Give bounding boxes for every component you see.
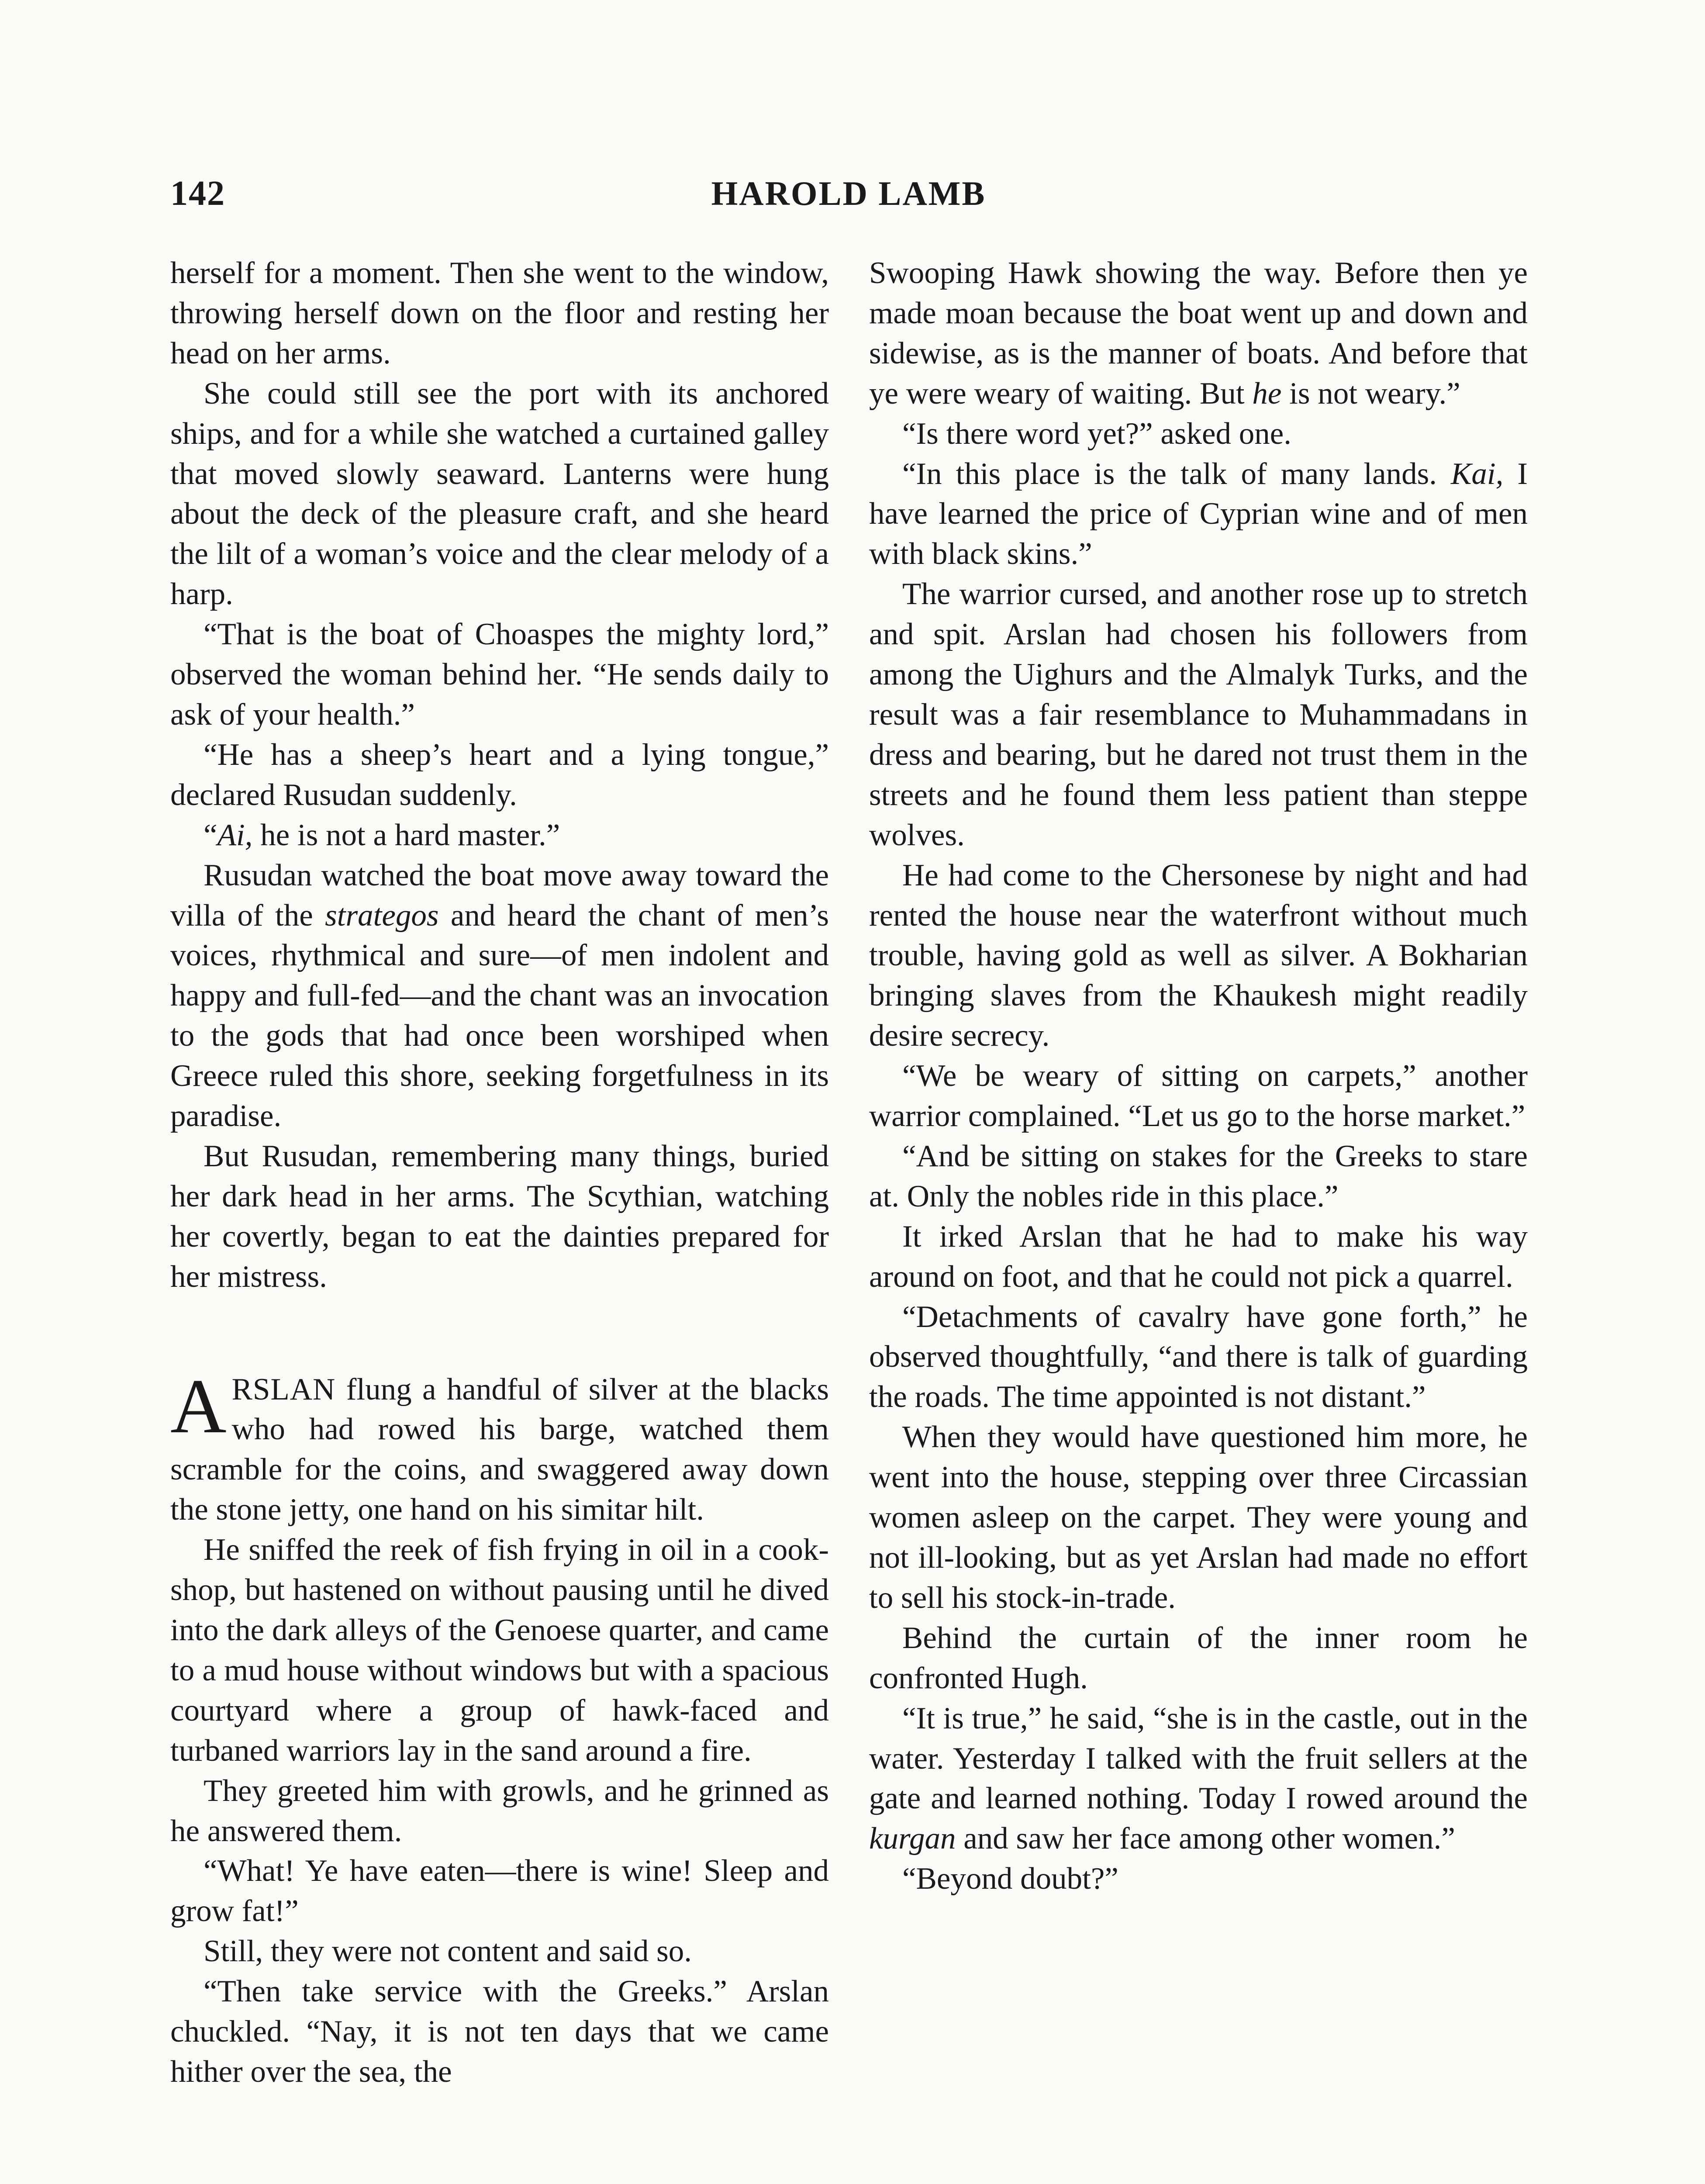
paragraph [869, 454, 1528, 575]
paragraph: He had come to the Chersonese by night and had rented the house near the waterfront without much trouble, having gold as well as silver. A Bokharian bringing slaves from the Khaukesh might readily desire secrecy. [869, 858, 1528, 1053]
text: he is not a hard master.” [252, 818, 560, 852]
paragraph: But Rusudan, remembering many things, buried her dark head in her arms. The Scythian, watching her covertly, began to eat the dainties prepared for her mistress. [170, 1139, 829, 1294]
italic-text: Kai, [1451, 456, 1504, 491]
running-head: HAROLD LAMB [711, 174, 986, 212]
paragraph: “We be weary of sitting on carpets,” another warrior complained. “Let us go to the horse market.” [869, 1059, 1528, 1133]
paragraph: “And be sitting on stakes for the Greeks to stare at. Only the nobles ride in this place.” [869, 1139, 1528, 1213]
text: “ [204, 818, 217, 852]
paragraph: “That is the boat of Choaspes the mighty lord,” observed the woman behind her. “He sends daily to ask of your health.” [170, 617, 829, 732]
paragraph: It irked Arslan that he had to make his way around on foot, and that he could not pick a quarrel. [869, 1219, 1528, 1294]
paragraph: herself for a moment. Then she went to the window, throwing herself down on the floor and resting her head on her arms. [170, 256, 829, 370]
italic-text: Ai, [217, 818, 253, 852]
paragraph: “Then take service with the Greeks.” Arslan chuckled. “Nay, it is not ten days that we came hither over the sea, the [170, 1974, 829, 2089]
paragraph: “Is there word yet?” asked one. [902, 416, 1292, 451]
paragraph: “He has a sheep’s heart and a lying tongue,” declared Rusudan suddenly. [170, 737, 829, 812]
text: “It is true,” he said, “she is in the castle, out in the water. Yesterday I talked with the fruit sellers at the gate and learned nothing. Today I rowed around the [869, 1701, 1528, 1816]
text: flung a handful of silver at the blacks who had rowed his barge, watched them scramble for the coins, and swaggered away down the stone jetty, one hand on his simitar hilt. [170, 1372, 829, 1527]
paragraph: He sniffed the reek of fish frying in oil in a cook-shop, but hastened on without pausing until he dived into the dark alleys of the Genoese quarter, and came to a mud house without windows but with a spacious courtyard where a group of hawk-faced and turbaned warriors lay in the sand around a fire. [170, 1533, 829, 1768]
small-caps-text: RSLAN [231, 1372, 336, 1406]
text: and saw her face among other women.” [956, 1821, 1455, 1856]
text: “In this place is the talk of many lands. [902, 456, 1451, 491]
text: Rusudan watched the boat move away toward the villa of the [170, 858, 829, 933]
paragraph [869, 253, 1528, 414]
paragraph [170, 816, 829, 856]
paragraph [170, 856, 829, 1137]
paragraph: Behind the curtain of the inner room he confronted Hugh. [869, 1621, 1528, 1695]
text: is not weary.” [1281, 376, 1460, 411]
drop-cap: A [170, 1362, 227, 1449]
paragraph: “What! Ye have eaten—there is wine! Sleep and grow fat!” [170, 1854, 829, 1928]
page-header [170, 174, 1527, 213]
paragraph: The warrior cursed, and another rose up to stretch and spit. Arslan had chosen his followers from among the Uighurs and the Almalyk Turks, and the result was a fair resemblance to Muhammadans in dress and bearing, but he dared not trust them in the streets and he found them less patient than steppe wolves. [869, 577, 1528, 852]
left-column [170, 253, 829, 2092]
italic-text: he [1252, 376, 1282, 411]
text: Swooping Hawk showing the way. Before then ye made moan because the boat went up and down and sidewise, as is the manner of boats. And before that ye were weary of waiting. But [869, 256, 1528, 411]
section-opening-paragraph [170, 1362, 829, 1531]
paragraph: She could still see the port with its anchored ships, and for a while she watched a curtained galley that moved slowly seaward. Lanterns were hung about the deck of the pleasure craft, and she heard the lilt of a woman’s voice and the clear melody of a harp. [170, 376, 829, 612]
section-break [170, 1297, 829, 1370]
italic-text: strategos [325, 898, 439, 933]
paragraph: Still, they were not content and said so. [204, 1934, 692, 1969]
right-column [869, 253, 1528, 1899]
paragraph: “Detachments of cavalry have gone forth,” he observed thoughtfully, “and there is talk of guarding the roads. The time appointed is not distant.” [869, 1299, 1528, 1414]
paragraph: They greeted him with growls, and he grinned as he answered them. [170, 1773, 829, 1848]
text: I have learned the price of Cyprian wine and of men with black skins.” [869, 456, 1528, 571]
page-number: 142 [170, 174, 225, 213]
paragraph [869, 1699, 1528, 1859]
paragraph: “Beyond doubt?” [902, 1862, 1118, 1896]
text: and heard the chant of men’s voices, rhythmical and sure—of men indolent and happy and full-fed—and the chant was an invocation to the gods that had once been worshiped when Greece ruled this shore, seeking forgetfulness in its paradise. [170, 898, 829, 1133]
paragraph: When they would have questioned him more, he went into the house, stepping over three Circassian women asleep on the carpet. They were young and not ill-looking, but as yet Arslan had made no effort to sell his stock-in-trade. [869, 1420, 1528, 1615]
italic-text: kurgan [869, 1821, 956, 1856]
